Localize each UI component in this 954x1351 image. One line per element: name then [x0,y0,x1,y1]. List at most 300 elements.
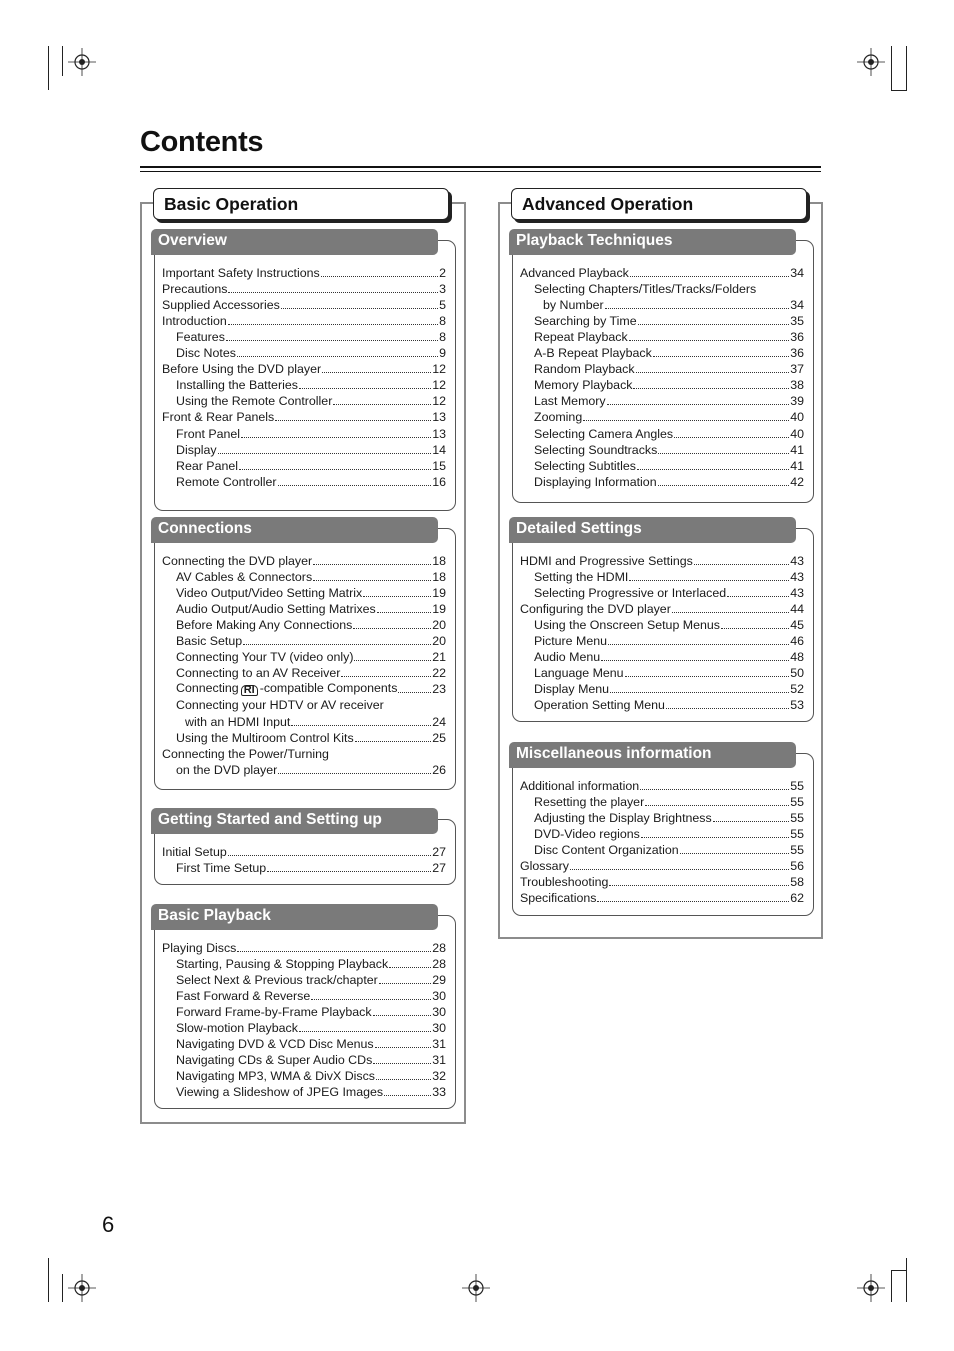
toc-entry [162,971,446,987]
column-title: Advanced Operation [522,194,694,214]
toc-entry-text: Using the Remote Controller [176,394,333,409]
toc-page-number: 55 [790,779,804,794]
toc-entry-title [534,682,609,696]
entry-list [162,939,446,1099]
ri-logo-icon: RI [241,685,258,696]
registration-mark-icon [462,1274,490,1302]
toc-entry-title [534,410,582,424]
toc-entry [520,344,804,360]
toc-entry-title [534,362,635,376]
toc-entry-title [534,427,673,441]
toc-entry-text: Viewing a Slideshow of JPEG Images [176,1085,384,1100]
toc-entry-title [176,634,242,648]
dot-leader [721,627,789,629]
toc-entry [162,600,446,616]
toc-entry-text: Initial Setup [162,845,227,860]
toc-page-number: 23 [432,682,446,697]
dot-leader [239,468,431,470]
toc-entry-text: Playing Discs [162,941,237,956]
toc-entry-title [534,459,636,473]
toc-entry-title [520,875,608,889]
toc-entry-title [534,795,644,809]
dot-leader [218,452,432,454]
section-title: Getting Started and Setting up [158,811,382,828]
toc-entry [162,1019,446,1035]
toc-entry-text: Important Safety Instructions [162,266,320,281]
dot-leader [638,323,790,325]
toc-entry-title [162,941,236,955]
dot-leader [321,275,438,277]
toc-page-number: 32 [432,1069,446,1084]
toc-entry-text: by Number [543,298,604,313]
dot-leader [609,884,789,886]
toc-entry-text: Additional information [520,779,640,794]
toc-entry-title [534,634,607,648]
toc-entry-text: Display Menu [534,682,610,697]
toc-entry-text: Features [176,330,225,345]
toc-page-number: 55 [790,795,804,810]
dot-leader [672,611,789,613]
toc-entry [520,552,804,568]
toc-entry-text: A-B Repeat Playback [534,346,652,361]
toc-entry-text: Selecting Camera Angles [534,426,674,441]
toc-entry [520,392,804,408]
crop-mark [891,46,892,90]
toc-entry [162,1083,446,1099]
toc-page-number: 30 [432,1021,446,1036]
toc-entry-title [534,827,640,841]
toc-entry-text: Troubleshooting [520,875,609,890]
toc-entry-text: Disc Notes [176,346,236,361]
toc-page-number: 26 [432,762,446,777]
toc-page-number: 8 [439,330,446,345]
toc-entry-text: Forward Frame-by-Frame Playback [176,1005,372,1020]
toc-entry-title [534,618,720,632]
toc-entry [162,955,446,971]
toc-page-number: 52 [790,682,804,697]
toc-entry [520,473,804,489]
toc-entry [520,296,804,312]
entry-list [162,552,446,777]
toc-entry-title [176,378,298,392]
toc-page-number: 3 [439,282,446,297]
toc-entry [520,424,804,440]
toc-entry-text: HDMI and Progressive Settings [520,554,693,569]
dot-leader [633,387,789,389]
toc-entry-title [176,698,384,712]
toc-entry [162,664,446,680]
toc-entry [520,264,804,280]
toc-entry-text: Audio Output/Audio Setting Matrixes [176,602,376,617]
registration-mark-icon [857,1274,885,1302]
dot-leader [398,691,431,693]
toc-entry-text: Glossary [520,859,569,874]
dot-leader [658,484,790,486]
toc-entry-title [176,861,266,875]
toc-entry-text: Searching by Time [534,314,637,329]
dot-leader [653,355,789,357]
toc-page-number: 30 [432,1005,446,1020]
toc-entry [162,680,446,696]
toc-entry [520,441,804,457]
toc-page-number: 53 [790,698,804,713]
section-title: Basic Playback [158,907,271,924]
crop-mark [891,1270,907,1271]
toc-entry [162,729,446,745]
toc-page-number: 14 [432,442,446,457]
toc-page-number: 24 [432,714,446,729]
crop-mark [906,46,907,90]
toc-page-number: 5 [439,298,446,313]
toc-entry [162,1067,446,1083]
toc-entry-title [176,570,312,584]
toc-page-number: 12 [432,362,446,377]
section-getting-started [154,811,456,885]
toc-page-number: 42 [790,474,804,489]
dot-leader [630,275,789,277]
toc-entry-title [176,330,225,344]
dot-leader [355,740,432,742]
toc-page-number: 27 [432,845,446,860]
toc-entry-title [176,731,354,745]
toc-entry [162,568,446,584]
section-title: Detailed Settings [516,520,642,537]
toc-entry-text: Using the Onscreen Setup Menus [534,618,720,633]
dot-leader [389,966,431,968]
dot-leader [353,627,431,629]
page-number: 6 [102,1212,115,1237]
dot-leader [333,403,431,405]
toc-entry-text: Connecting the Power/Turning [162,746,329,761]
toc-entry-text: Connecting to an AV Receiver [176,666,341,681]
toc-page-number: 20 [432,634,446,649]
entry-list [520,264,804,489]
dot-leader [241,436,431,438]
toc-page-number: 62 [790,891,804,906]
dot-leader [637,468,789,470]
dot-leader [237,950,431,952]
toc-page-number: 2 [439,266,446,281]
toc-page-number: 48 [790,650,804,665]
toc-page-number: 43 [790,586,804,601]
crop-mark [48,1258,49,1302]
toc-entry [162,939,446,955]
toc-entry-title [534,666,624,680]
toc-entry-text: Resetting the player [534,795,645,810]
column-title: Basic Operation [164,194,299,214]
column-header [153,188,449,220]
toc-entry-text: Displaying Information [534,474,657,489]
toc-entry-title [176,973,378,987]
section-title: Overview [158,232,227,249]
section-title: Connections [158,520,252,537]
toc-entry-title [543,298,604,312]
toc-page-number: 25 [432,730,446,745]
toc-entry-title [162,266,320,280]
dot-leader [299,387,431,389]
dot-leader [384,1094,431,1096]
toc-page-number: 35 [790,314,804,329]
toc-entry-title [176,1085,383,1099]
toc-entry-text: Video Output/Video Setting Matrix [176,586,363,601]
toc-entry [162,441,446,457]
toc-entry-text: DVD-Video regions [534,827,640,842]
dot-leader [228,291,438,293]
toc-entry-text: Rear Panel [176,458,238,473]
toc-entry-title [176,681,397,696]
toc-page-number: 55 [790,827,804,842]
dot-leader [322,371,431,373]
toc-entry [162,632,446,648]
toc-entry [520,568,804,584]
toc-page-number: 19 [432,602,446,617]
toc-entry-text: AV Cables & Connectors [176,570,313,585]
toc-entry [520,793,804,809]
toc-entry [520,841,804,857]
toc-entry [162,648,446,664]
toc-entry [162,392,446,408]
toc-entry [520,825,804,841]
crop-mark [62,46,63,76]
toc-entry-text: Selecting Progressive or Interlaced [534,586,727,601]
toc-entry [162,696,446,712]
toc-page-number: 37 [790,362,804,377]
dot-leader [694,563,789,565]
toc-entry-text: Front Panel [176,426,241,441]
toc-entry-title [176,763,277,777]
toc-entry [520,889,804,905]
toc-entry-title [176,618,352,632]
toc-entry-text: Basic Setup [176,634,243,649]
section-basic-playback [154,907,456,1109]
toc-page-number: 46 [790,634,804,649]
toc-entry-title [176,1053,372,1067]
dot-leader [608,643,789,645]
toc-entry-text: Last Memory [534,394,606,409]
toc-entry-text: Picture Menu [534,634,608,649]
toc-entry-title [176,1037,374,1051]
toc-page-number: 18 [432,570,446,585]
dot-leader [674,436,789,438]
dot-leader [376,1078,431,1080]
crop-mark [891,90,907,91]
toc-entry-title [162,298,280,312]
toc-entry [520,280,804,296]
toc-entry [520,857,804,873]
toc-entry-title [534,443,657,457]
toc-entry-text: Selecting Subtitles [534,458,636,473]
toc-entry-title [176,1021,298,1035]
dot-leader [363,595,431,597]
toc-entry-text: Connecting Your TV (video only) [176,650,354,665]
toc-page-number: 31 [432,1037,446,1052]
dot-leader [597,900,789,902]
toc-entry [162,745,446,761]
toc-entry-title [176,459,238,473]
dot-leader [583,419,789,421]
dot-leader [373,1014,432,1016]
toc-entry-text: Display [176,442,217,457]
column-header [511,188,807,220]
dot-leader [601,659,789,661]
toc-entry-title [176,957,388,971]
dot-leader [281,307,438,309]
crop-mark [906,1258,907,1302]
dot-leader [629,579,789,581]
toc-entry-title [162,554,312,568]
dot-leader [570,868,789,870]
toc-page-number: 27 [432,861,446,876]
section-connections [154,520,456,790]
section-title-bar [151,517,438,543]
toc-page-number: 43 [790,570,804,585]
toc-entry-title [162,314,227,328]
registration-mark-icon [857,48,885,76]
toc-entry [520,408,804,424]
toc-entry [162,360,446,376]
toc-page-number: 45 [790,618,804,633]
title-rule-thin [140,171,821,172]
toc-entry-title [176,602,376,616]
page-title: Contents [140,126,264,158]
toc-entry-title [534,475,657,489]
toc-entry-text: Installing the Batteries [176,378,298,393]
toc-entry [520,664,804,680]
crop-mark [62,1274,63,1302]
toc-entry [520,584,804,600]
toc-page-number: 19 [432,586,446,601]
toc-page-number: 31 [432,1053,446,1068]
toc-entry [162,987,446,1003]
toc-entry-text: Before Using the DVD player [162,362,322,377]
registration-mark-icon [68,48,96,76]
toc-entry-title [520,554,693,568]
dot-leader [228,323,438,325]
toc-entry [162,376,446,392]
toc-entry [520,873,804,889]
toc-entry-title [520,891,596,905]
toc-entry-title [534,570,628,584]
section-title-bar [151,904,438,930]
toc-entry-text: Navigating CDs & Super Audio CDs [176,1053,373,1068]
toc-entry-title [176,1005,372,1019]
toc-entry [520,600,804,616]
toc-entry-text: Specifications [520,891,597,906]
toc-entry [162,1051,446,1067]
toc-page-number: 29 [432,973,446,988]
toc-entry [520,312,804,328]
toc-entry-text: Zooming [534,410,583,425]
dot-leader [379,982,431,984]
toc-entry-title [162,362,321,376]
dot-leader [354,659,431,661]
column-basic-operation [140,194,466,1124]
section-detailed-settings [512,520,814,722]
toc-page-number: 34 [790,266,804,281]
toc-entry-title [176,443,217,457]
toc-entry-text: Using the Multiroom Control Kits [176,730,354,745]
toc-entry [520,616,804,632]
toc-entry-title [176,394,332,408]
toc-entry [162,312,446,328]
toc-entry-title [534,698,665,712]
dot-leader [605,307,790,309]
dot-leader [313,563,431,565]
toc-entry-title [534,314,637,328]
toc-entry-title [534,346,652,360]
toc-entry [162,712,446,728]
dot-leader [313,579,431,581]
toc-entry-text: Navigating MP3, WMA & DivX Discs [176,1069,375,1084]
toc-page-number: 20 [432,618,446,633]
toc-page-number: 58 [790,875,804,890]
toc-entry [520,696,804,712]
section-overview [154,232,456,511]
dot-leader [666,707,789,709]
toc-entry [162,843,446,859]
toc-entry-text: Adjusting the Display Brightness [534,811,712,826]
toc-entry [162,616,446,632]
toc-page-number: 43 [790,554,804,569]
toc-entry-title [176,666,340,680]
toc-entry-title [162,282,227,296]
toc-page-number: 56 [790,859,804,874]
dot-leader [375,1046,432,1048]
dot-leader [243,643,431,645]
toc-entry-text: Memory Playback [534,378,633,393]
toc-entry [162,280,446,296]
toc-entry [520,809,804,825]
toc-entry [520,632,804,648]
toc-entry-title [185,715,290,729]
toc-entry-text: Language Menu [534,666,624,681]
toc-entry-title [534,378,632,392]
toc-entry-text: Fast Forward & Reverse [176,989,311,1004]
toc-entry-title [534,843,679,857]
dot-leader [640,788,789,790]
toc-page-number: 13 [432,426,446,441]
dot-leader [228,854,431,856]
toc-entry-text: Setting the HDMI [534,570,629,585]
toc-page-number: 36 [790,346,804,361]
toc-entry-title [534,394,606,408]
toc-entry-text: Random Playback [534,362,635,377]
toc-page-number: 13 [432,410,446,425]
toc-entry-title [176,586,362,600]
toc-entry [520,680,804,696]
toc-entry-title [534,282,756,296]
section-title-bar [151,808,438,834]
dot-leader [291,724,431,726]
dot-leader [610,691,789,693]
toc-page-number: 40 [790,426,804,441]
entry-list [162,264,446,489]
toc-entry-title [176,346,236,360]
toc-page-number: 34 [790,298,804,313]
entry-list [520,777,804,905]
dot-leader [373,1062,431,1064]
toc-entry-text: Front & Rear Panels [162,410,275,425]
dot-leader [341,675,431,677]
toc-entry [162,408,446,424]
section-miscellaneous [512,745,814,916]
toc-entry-text: Selecting Soundtracks [534,442,658,457]
toc-entry-title [176,427,240,441]
dot-leader [658,452,789,454]
toc-entry-title [176,650,353,664]
toc-entry-title [534,811,712,825]
toc-entry [162,328,446,344]
